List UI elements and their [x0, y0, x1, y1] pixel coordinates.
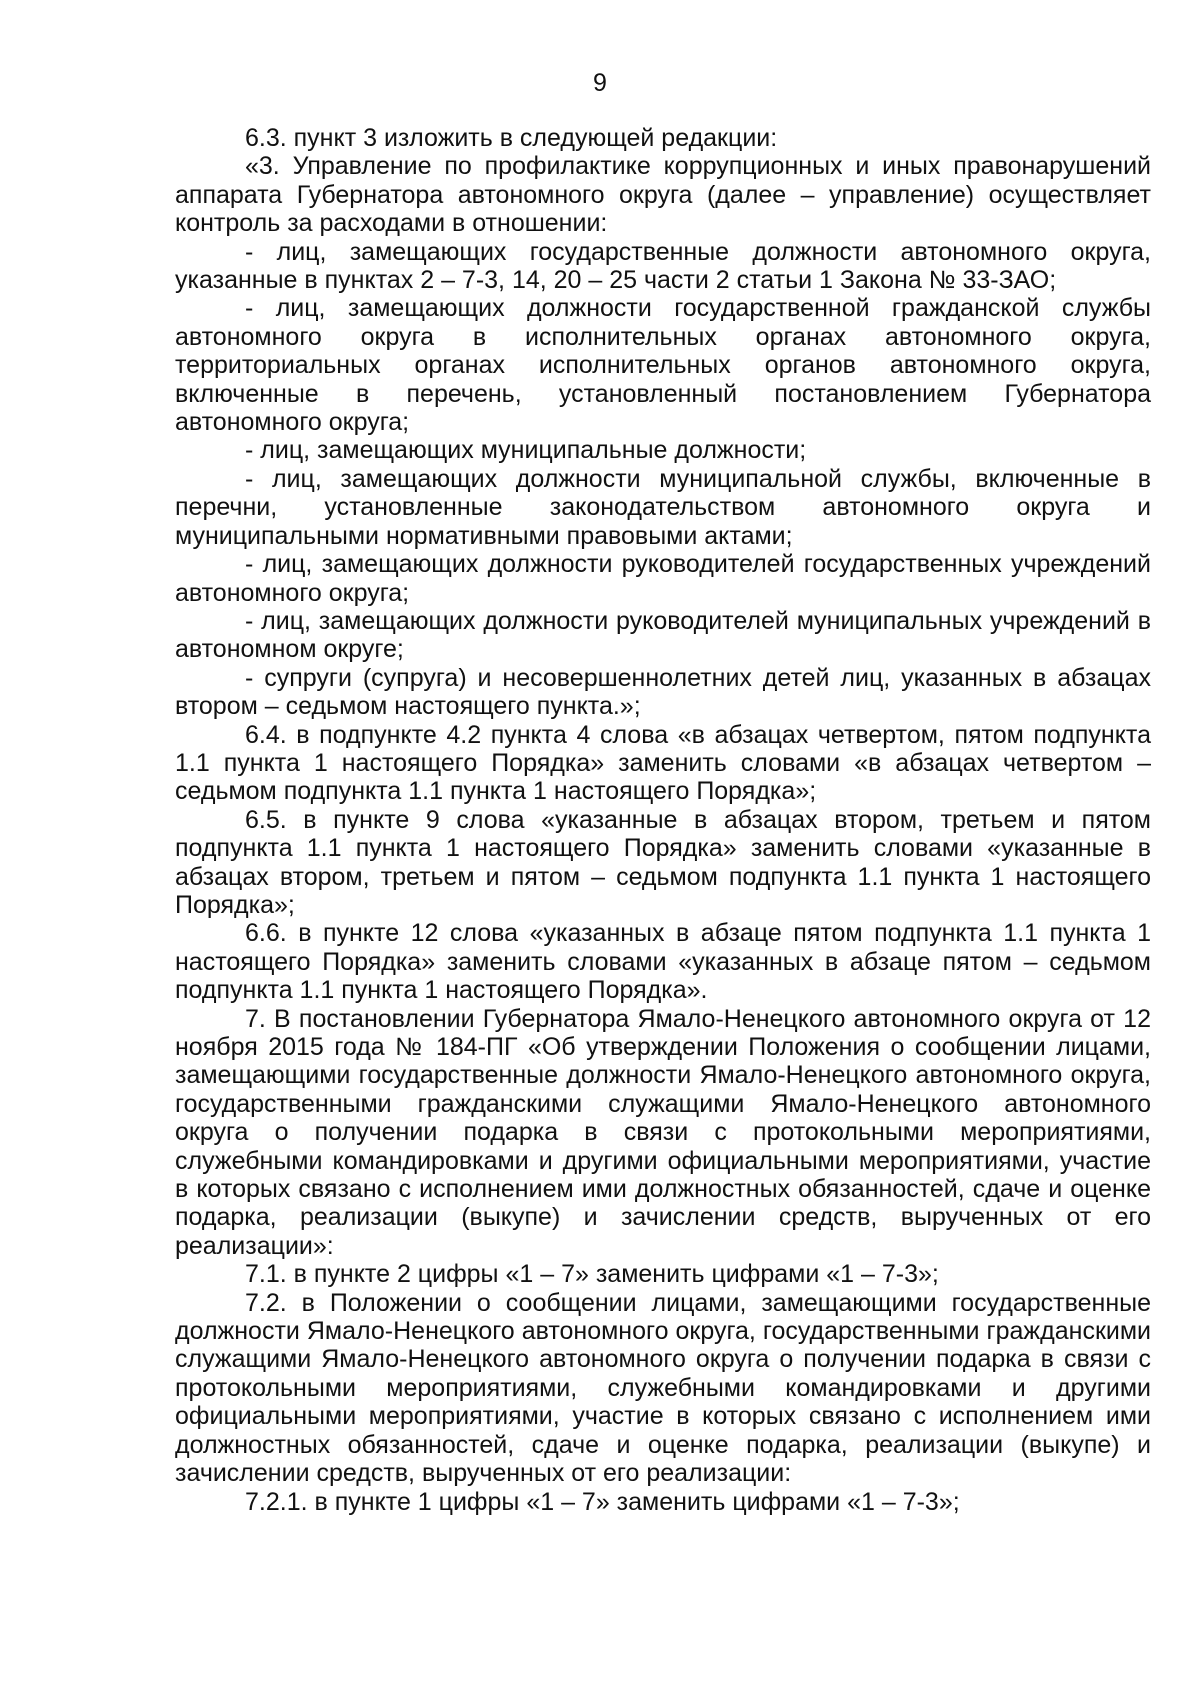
list-item-municipal-positions: - лиц, замещающих муниципальные должности;	[245, 436, 807, 465]
list-item-state-institution-heads: - лиц, замещающих должности руководителей государственных учреждений автономного округа;	[175, 550, 1151, 607]
paragraph-7-2-1: 7.2.1. в пункте 1 цифры «1 – 7» заменить цифрами «1 – 7-3»;	[245, 1487, 960, 1516]
paragraph-6-3: 6.3. пункт 3 изложить в следующей редакции:	[245, 124, 778, 152]
list-item-state-positions: - лиц, замещающих государственные должности автономного округа, указанные в пунктах 2 – 7-3, 14, 20 – 25 части 2 статьи 1 Закона № 33-ЗАО;	[175, 237, 1151, 295]
document-body	[175, 124, 1151, 1516]
page-number: 9	[593, 69, 607, 97]
paragraph-7-1: 7.1. в пункте 2 цифры «1 – 7» заменить цифрами «1 – 7-3»;	[245, 1260, 939, 1289]
list-item-municipal-institution-heads: - лиц, замещающих должности руководителей муниципальных учреждений в автономном округе;	[175, 606, 1151, 664]
list-item-civil-service: - лиц, замещающих должности государственной гражданской службы автономного округа в исполнительных органах автономного округа, территориальных органах исполнительных органов автономного округа, включенные в перечень, установленный постановлением Губернатора автономного округа;	[175, 294, 1151, 437]
list-item-municipal-service: - лиц, замещающих должности муниципальной службы, включенные в перечни, установленные законодательством автономного округа и муниципальными нормативными правовыми актами;	[175, 464, 1151, 550]
paragraph-6-6: 6.6. в пункте 12 слова «указанных в абзаце пятом подпункта 1.1 пункта 1 настоящего Порядка» заменить словами «указанных в абзаце пятом – седьмом подпункта 1.1 пункта 1 настоящего Порядка».	[175, 919, 1151, 1005]
paragraph-7-2: 7.2. в Положении о сообщении лицами, замещающими государственные должности Ямало-Ненецкого автономного округа, государственными гражданскими служащими Ямало-Ненецкого автономного округа о получении подарка в связи с протокольными мероприятиями, служебными командировками и другими официальными мероприятиями, участие в которых связано с исполнением ими должностных обязанностей, сдаче и оценке подарка, реализации (выкупе) и зачислении средств, вырученных от его реализации:	[175, 1288, 1151, 1488]
paragraph-6-4: 6.4. в подпункте 4.2 пункта 4 слова «в абзацах четвертом, пятом подпункта 1.1 пункта 1 настоящего Порядка» заменить словами «в абзацах четвертом – седьмом подпункта 1.1 пункта 1 настоящего Порядка»;	[175, 720, 1151, 806]
paragraph-item-3-intro: «3. Управление по профилактике коррупционных и иных правонарушений аппарата Губернатора автономного округа (далее – управление) осуществляет контроль за расходами в отношении:	[175, 152, 1151, 238]
list-item-spouses-children: - супруги (супруга) и несовершеннолетних детей лиц, указанных в абзацах втором – седьмом настоящего пункта.»;	[175, 663, 1151, 721]
paragraph-7: 7. В постановлении Губернатора Ямало-Ненецкого автономного округа от 12 ноября 2015 года № 184-ПГ «Об утверждении Положения о сообщении лицами, замещающими государственные должности Ямало-Ненецкого автономного округа, государственными гражданскими служащими Ямало-Ненецкого автономного округа о получении подарка в связи с протокольными мероприятиями, служебными командировками и другими официальными мероприятиями, участие в которых связано с исполнением ими должностных обязанностей, сдаче и оценке подарка, реализации (выкупе) и зачислении средств, вырученных от его реализации»:	[175, 1004, 1151, 1260]
paragraph-6-5: 6.5. в пункте 9 слова «указанные в абзацах втором, третьем и пятом подпункта 1.1 пункта 1 настоящего Порядка» заменить словами «указанные в абзацах втором, третьем и пятом – седьмом подпункта 1.1 пункта 1 настоящего Порядка»;	[175, 805, 1151, 919]
